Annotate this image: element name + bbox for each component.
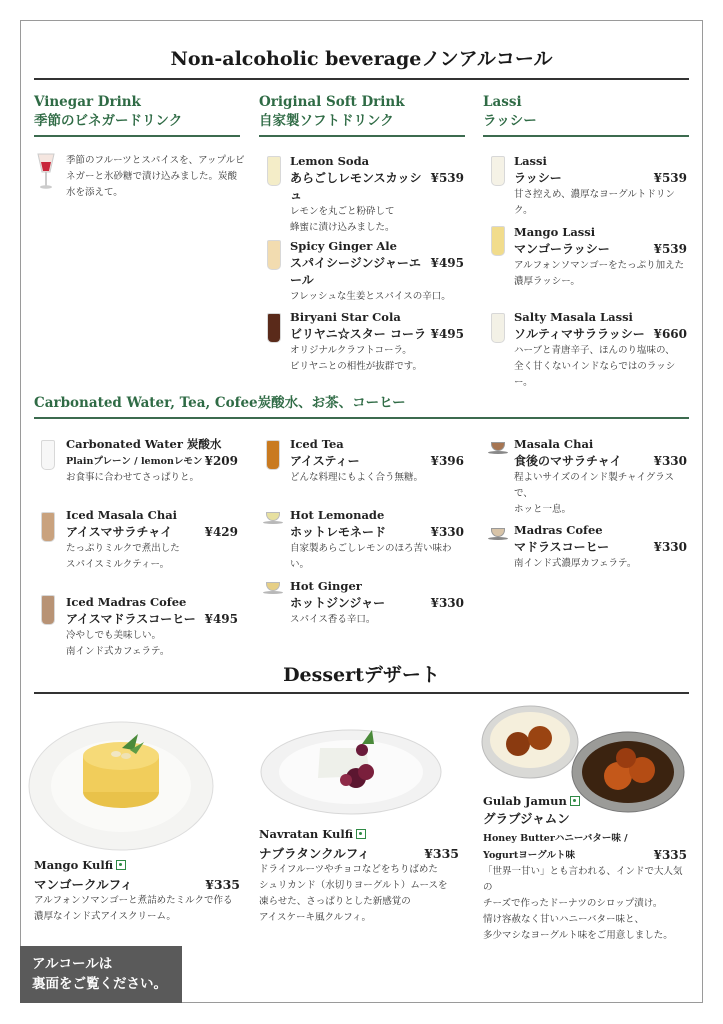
item-price: ¥335 — [205, 877, 240, 892]
menu-item — [66, 436, 238, 486]
desc-line: 濃厚なインド式アイスクリーム。 — [34, 911, 176, 922]
desc-line: スパイスミルクティー。 — [66, 559, 170, 570]
item-price: ¥539 — [653, 242, 687, 256]
menu-item — [514, 436, 687, 518]
item-name-jp: グラブジャムン — [483, 811, 570, 826]
item-name-jp: ホットジンジャー — [290, 596, 386, 610]
desc-line: 多少マシなヨーグルト味をご用意しました。 — [483, 930, 673, 941]
ginger-ale-glass-icon — [267, 240, 281, 270]
item-name-row — [66, 453, 238, 470]
item-price: ¥495 — [204, 612, 238, 626]
lassi-glass-icon — [491, 156, 505, 186]
category-lassi — [483, 93, 537, 131]
menu-item — [483, 793, 687, 944]
menu-item — [66, 594, 238, 660]
category-vinegar — [34, 93, 182, 131]
item-name-en: Hot Lemonade — [290, 508, 385, 522]
item-name-en: Mango Lassi — [514, 225, 596, 239]
menu-item — [290, 153, 464, 236]
category-lassi-jp: ラッシー — [483, 113, 537, 129]
category-soft — [259, 93, 405, 131]
category-rule — [483, 135, 689, 137]
vinegar-glass-icon — [36, 152, 56, 192]
item-name-row — [290, 524, 464, 541]
menu-item — [290, 309, 464, 375]
menu-item — [514, 153, 687, 219]
item-name-en-row — [34, 857, 240, 874]
alcohol-notice — [20, 946, 182, 1003]
item-name-jp: あらごしレモンスカッシュ — [290, 171, 422, 202]
category-rule — [34, 135, 240, 137]
vegetarian-icon — [356, 829, 366, 839]
item-name-en: Hot Ginger — [290, 579, 362, 593]
menu-item — [34, 857, 240, 925]
desc-line: 甘さ控えめ、濃厚なヨーグルトドリンク。 — [514, 189, 675, 216]
item-name-row — [66, 524, 238, 541]
item-option: Plainプレーン / lemonレモン — [66, 456, 203, 467]
item-name-en: Lemon Soda — [290, 154, 370, 168]
desc-line: 濃厚ラッシー。 — [514, 276, 580, 287]
item-name-en: Lassi — [514, 154, 547, 168]
desc-line: スパイス香る辛口。 — [290, 614, 376, 625]
item-name-row — [290, 326, 464, 343]
desc-line: 季節のフルーツとスパイスを、アップルビ — [66, 155, 245, 166]
item-name-en-row — [259, 826, 459, 843]
item-name-jp: ソルティマサララッシー — [514, 327, 645, 341]
menu-item — [514, 309, 687, 391]
item-name-row — [514, 326, 687, 343]
desc-line: 「世界一甘い」とも言われる、インドで大人気の — [483, 866, 683, 893]
menu-item — [290, 238, 464, 305]
item-option: Honey Butterハニーバター味 / — [483, 833, 628, 844]
item-name-en: Biryani Star Cola — [290, 310, 401, 324]
item-name-jp: ラッシー — [514, 171, 562, 185]
desc-line: 南インド式濃厚カフェラテ。 — [514, 558, 637, 569]
category-rule — [259, 135, 465, 137]
item-price: ¥209 — [204, 454, 238, 468]
desc-line: 南インド式カフェラテ。 — [66, 646, 170, 657]
desc-line: ドライフルーツやチョコなどをちりばめた — [259, 864, 438, 875]
item-name-row — [514, 453, 687, 470]
category-vinegar-jp: 季節のビネガードリンク — [34, 113, 183, 129]
item-name-en: Masala Chai — [514, 437, 594, 451]
item-name-en: Iced Madras Cofee — [66, 595, 187, 609]
item-name-en: Carbonated Water 炭酸水 — [66, 437, 222, 451]
item-name-en: Salty Masala Lassi — [514, 310, 633, 324]
desc-line: アルフォンソマンゴーと煮詰めたミルクで作る — [34, 895, 233, 906]
vegetarian-icon — [116, 860, 126, 870]
item-price: ¥539 — [430, 171, 464, 185]
iced-chai-glass-icon — [41, 512, 55, 542]
item-name-row — [290, 453, 464, 470]
vegetarian-icon — [570, 796, 580, 806]
item-price: ¥330 — [430, 525, 464, 539]
item-price: ¥539 — [653, 171, 687, 185]
item-name-en: Iced Masala Chai — [66, 508, 178, 522]
salty-lassi-glass-icon — [491, 313, 505, 343]
item-name-jp: アイスマドラスコーヒー — [66, 612, 196, 626]
item-price: ¥495 — [430, 327, 464, 341]
navratan-kulfi-photo — [258, 720, 444, 816]
desc-line: ハーブと青唐辛子、ほんのり塩味の、 — [514, 345, 675, 356]
dessert-header: Dessertデザート — [283, 664, 440, 686]
desc-line: お食事に合わせてさっぱりと。 — [66, 472, 200, 483]
chai-cup-icon — [488, 440, 508, 456]
desc-line: レモンを丸ごと粉砕して — [290, 206, 395, 217]
cola-glass-icon — [267, 313, 281, 343]
item-price: ¥335 — [424, 846, 459, 861]
item-name-row — [514, 170, 687, 187]
vinegar-description — [66, 153, 246, 201]
item-name-en: Spicy Ginger Ale — [290, 239, 397, 253]
item-name-jp: アイスティー — [290, 454, 360, 468]
item-name-row — [483, 847, 687, 864]
category-soft-jp: 自家製ソフトドリンク — [259, 113, 394, 129]
iced-coffee-glass-icon — [41, 595, 55, 625]
desc-line: 全く甘くないインドならではのラッシー。 — [514, 361, 676, 388]
lemon-soda-glass-icon — [267, 156, 281, 186]
menu-item — [259, 826, 459, 926]
item-price: ¥330 — [653, 454, 687, 468]
item-name-en-row — [483, 793, 687, 810]
item-name-jp: 食後のマサラチャイ — [514, 454, 622, 468]
item-price: ¥495 — [430, 256, 464, 270]
desc-line: ホッと一息。 — [514, 504, 572, 515]
item-name-row — [514, 241, 687, 258]
item-name-en: Gulab Jamun — [483, 794, 567, 808]
mango-lassi-glass-icon — [491, 226, 505, 256]
menu-item — [290, 507, 464, 573]
item-name-en: Mango Kulfi — [34, 858, 114, 872]
item-name-jp: ナブラタンクルフィ — [259, 846, 370, 861]
desc-line: ネガーと氷砂糖で漬け込みました。炭酸 — [66, 171, 238, 182]
desc-line: アルフォンソマンゴーをたっぷり加えた — [514, 260, 685, 271]
item-price: ¥396 — [430, 454, 464, 468]
item-name-en: Navratan Kulfi — [259, 827, 354, 841]
item-name-jp: マンゴークルフィ — [34, 877, 133, 892]
item-name-jp: アイスマサラチャイ — [66, 525, 173, 539]
hot-ginger-cup-icon — [263, 580, 283, 596]
beverage-header: Non-alcoholic beverageノンアルコール — [170, 48, 553, 70]
category-carbonated: Carbonated Water, Tea, Cofee炭酸水、お茶、コーヒー — [34, 395, 406, 411]
category-rule — [34, 417, 689, 419]
dessert-rule — [34, 692, 689, 694]
item-price: ¥660 — [653, 327, 687, 341]
desc-line: 凍らせた、さっぱりとした新感覚の — [259, 896, 411, 907]
item-name-row — [66, 611, 238, 628]
desc-line: たっぷりミルクで煮出した — [66, 543, 180, 554]
desc-line: フレッシュな生姜とスパイスの辛口。 — [290, 291, 451, 302]
menu-item — [514, 224, 687, 290]
desc-line: 情け容赦なく甘いハニーバター味と、 — [483, 914, 645, 925]
header-rule — [34, 78, 689, 80]
item-name-row — [34, 876, 240, 893]
item-name-jp-row — [483, 810, 687, 827]
item-price: ¥335 — [653, 848, 687, 862]
hot-lemonade-cup-icon — [263, 510, 283, 526]
item-name-row — [514, 539, 687, 556]
menu-item — [290, 436, 464, 486]
item-name-row — [290, 170, 464, 204]
desc-line: 冷やしでも美味しい。 — [66, 630, 162, 641]
item-name-jp: ビリヤニ☆スター コーラ — [290, 327, 426, 341]
desc-line: チーズで作ったドーナツのシロップ漬け。 — [483, 898, 663, 909]
desc-line: 水を添えて。 — [66, 187, 123, 198]
menu-item — [290, 578, 464, 628]
iced-tea-glass-icon — [266, 440, 280, 470]
item-name-row — [290, 255, 464, 289]
notice-line: 裏面をご覧ください。 — [32, 976, 167, 992]
desc-line: 蜂蜜に漬け込みました。 — [290, 222, 395, 233]
category-lassi-en: Lassi — [483, 94, 522, 110]
madras-coffee-cup-icon — [488, 526, 508, 542]
desc-line: 程よいサイズのインド製チャイグラスで、 — [514, 472, 674, 499]
item-price: ¥330 — [653, 540, 687, 554]
item-name-en: Madras Cofee — [514, 523, 603, 537]
item-name-jp: スパイシージンジャーエール — [290, 256, 421, 287]
menu-item — [66, 507, 238, 573]
item-name-jp: マンゴーラッシー — [514, 242, 610, 256]
category-soft-en: Original Soft Drink — [259, 94, 405, 110]
carbonated-water-glass-icon — [41, 440, 55, 470]
desc-line: アイスケーキ風クルフィ。 — [259, 912, 372, 923]
desc-line: 自家製あらごしレモンのほろ苦い味わい。 — [290, 543, 452, 570]
item-name-jp: マドラスコーヒー — [514, 540, 610, 554]
mango-kulfi-photo — [26, 712, 216, 852]
item-price: ¥429 — [204, 525, 238, 539]
desc-line: オリジナルクラフトコーラ。 — [290, 345, 412, 356]
item-name-jp: ホットレモネード — [290, 525, 387, 539]
category-vinegar-en: Vinegar Drink — [34, 94, 141, 110]
notice-line: アルコールは — [32, 956, 113, 972]
item-name-en: Iced Tea — [290, 437, 344, 451]
desc-line: シュリカンド（水切りヨーグルト）ムースを — [259, 880, 448, 891]
desc-line: ビリヤニとの相性が抜群です。 — [290, 361, 423, 372]
item-name-row — [259, 845, 459, 862]
desc-line: どんな料理にもよく合う無糖。 — [290, 472, 424, 483]
item-option: Yogurtヨーグルト味 — [483, 850, 575, 861]
item-name-row — [290, 595, 464, 612]
menu-item — [514, 522, 687, 572]
item-price: ¥330 — [430, 596, 464, 610]
